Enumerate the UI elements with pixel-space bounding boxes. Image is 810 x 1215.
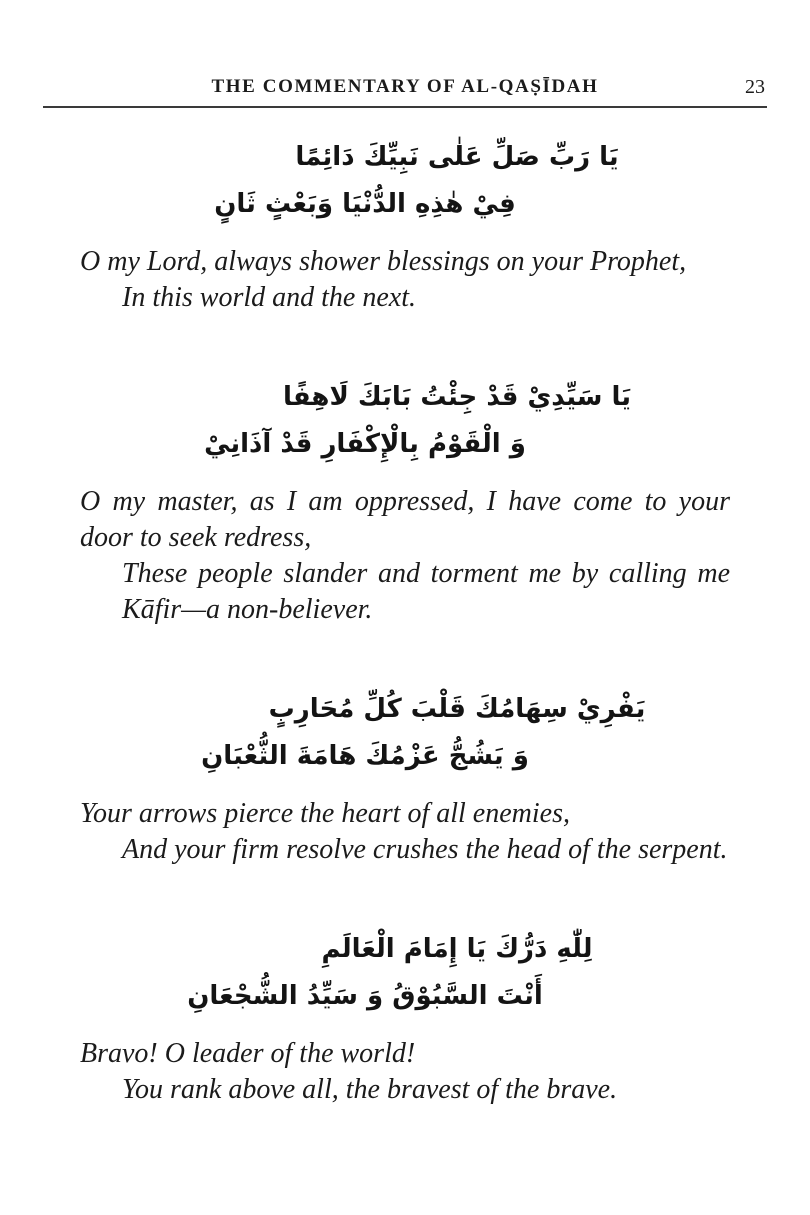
translation-1 xyxy=(80,244,730,316)
translation-2-line-3: These people slander and torment me by calling me xyxy=(122,558,730,589)
translation-3-line-2: And your firm resolve crushes the head of the serpent. xyxy=(122,834,728,865)
header-rule xyxy=(43,106,767,108)
translation-4 xyxy=(80,1036,730,1108)
arabic-hemistich-2a: يَا سَيِّدِيْ قَدْ جِئْتُ بَابَكَ لَاهِفًا xyxy=(282,382,632,412)
arabic-hemistich-3a: يَفْرِيْ سِهَامُكَ قَلْبَ كُلِّ مُحَارِبٍ xyxy=(268,694,646,724)
page-header xyxy=(43,74,767,100)
translation-2-line-4: Kāfir—a non-believer. xyxy=(122,594,373,625)
arabic-hemistich-2b: وَ الْقَوْمُ بِالْإِكْفَارِ قَدْ آذَانِيْ xyxy=(204,429,526,459)
translation-2-line-2: door to seek redress, xyxy=(80,522,312,553)
translation-3-line-1: Your arrows pierce the heart of all enemies, xyxy=(80,798,570,829)
arabic-couplet-3 xyxy=(80,686,730,780)
running-head-title: THE COMMENTARY OF AL-QAṢĪDAH xyxy=(211,76,599,97)
page-body xyxy=(80,134,730,1108)
translation-4-line-1: Bravo! O leader of the world! xyxy=(80,1038,416,1069)
translation-2-line-1: O my master, as I am oppressed, I have come to your xyxy=(80,486,730,517)
verse-block-3 xyxy=(80,686,730,868)
arabic-couplet-1 xyxy=(80,134,730,228)
translation-4-line-2: You rank above all, the bravest of the brave. xyxy=(122,1074,618,1105)
verse-block-2 xyxy=(80,374,730,628)
verse-block-4 xyxy=(80,926,730,1108)
arabic-hemistich-4b: أَنْتَ السَّبُوْقُ وَ سَيِّدُ الشُّجْعَانِ xyxy=(187,981,543,1011)
translation-3 xyxy=(80,796,730,868)
page-number: 23 xyxy=(745,76,765,98)
translation-1-line-1: O my Lord, always shower blessings on your Prophet, xyxy=(80,246,687,277)
arabic-hemistich-3b: وَ يَشُجُّ عَزْمُكَ هَامَةَ الثُّعْبَانِ xyxy=(201,741,529,771)
arabic-couplet-2 xyxy=(80,374,730,468)
arabic-couplet-4 xyxy=(80,926,730,1020)
arabic-hemistich-1a: يَا رَبِّ صَلِّ عَلٰى نَبِيِّكَ دَائِمًا xyxy=(295,142,619,172)
translation-2 xyxy=(80,484,730,628)
arabic-hemistich-4a: لِلّٰهِ دَرُّكَ يَا إِمَامَ الْعَالَمِ xyxy=(321,934,593,964)
verse-block-1 xyxy=(80,134,730,316)
translation-1-line-2: In this world and the next. xyxy=(122,282,416,313)
arabic-hemistich-1b: فِيْ هٰذِهِ الدُّنْيَا وَبَعْثٍ ثَانٍ xyxy=(214,189,516,219)
